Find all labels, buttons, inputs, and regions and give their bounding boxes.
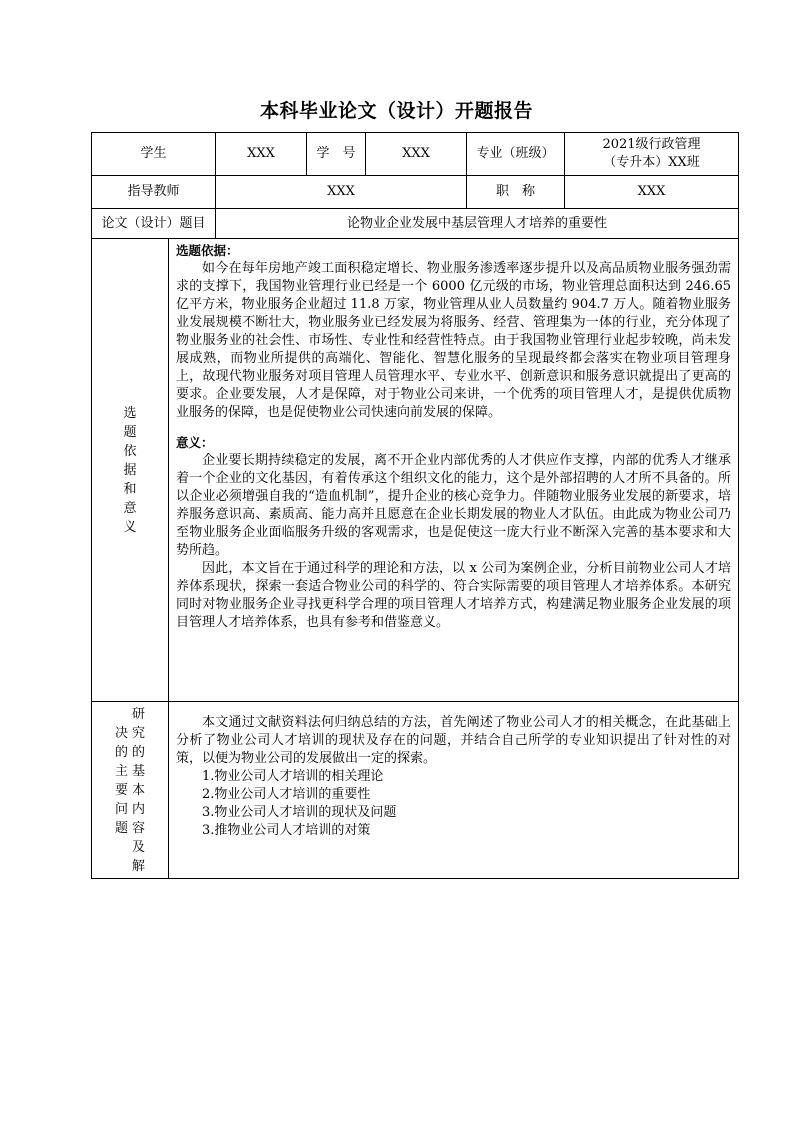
major-value-line1: 2021级行政管理 [602,137,701,152]
advisor-value: XXX [216,176,467,209]
page-title: 本科毕业论文（设计）开题报告 [259,100,533,122]
research-label-char: 及 [132,839,146,855]
research-label-char: 研 [132,706,146,722]
significance-paragraph-2: 因此，本文旨在于通过科学的理论和方法，以 x 公司为案例企业，分析目前物业公司人才培养体系现状，探索一套适合物业公司的科学的、符合实际需要的项目管理人才培养体系。本研究同时对物业服务企业寻找更科学合理的项目管理人才培养方式，构建满足物业服务企业发展的项目管理人才培养体系，也具有参考和借鉴意义。 [176,561,732,630]
major-label: 专业（班级） [467,133,565,176]
research-intro: 本文通过文献资料法何归纳总结的方法，首先阐述了物业公司人才的相关概念，在此基础上分析了物业公司人才培训的现状及存在的问题，并结合自己所学的专业知识提出了针对性的对策，以便为物业公司的发展做出一定的探索。 [176,715,732,766]
research-label-char: 决 [114,725,128,741]
research-label-char: 究 [132,725,146,741]
research-item: 2.物业公司人才培训的重要性 [202,787,371,802]
basis-paragraph-1: 如今在每年房地产竣工面积稳定增长、物业服务渗透率逐步提升以及高品质物业服务强劲需求的支撑下，我国物业管理行业已经是一个 6000 亿元级的市场，物业管理总面积达到 246.65 亿平方米，物业服务企业超过 11.8 万家，物业管理从业人员数量约 904.7 万人。随着物业服务业发展规模不断壮大，物业服务业已经发展为将服务、经营、管理集为一体的行业，充分体现了物业服务业的社会性、市场性、专业性和经营性特点。由于我国物业管理行业起步较晚，尚未发展成熟，而物业所提供的高端化、智能化、智慧化服务的呈现最终都会落实在物业项目管理身上，故现代物业服务对项目管理人员管理水平、专业水平、创新意识和服务意识就提出了更高的要求。企业要发展，人才是保障，对于物业公司来讲，一个优秀的项目管理人才，是提供优质物业服务的保障，也是促使物业公司快速向前发展的保障。 [176,261,732,420]
thesis-title-value: 论物业企业发展中基层管理人才培养的重要性 [216,209,739,239]
row-student-info [92,133,739,176]
topic-basis-content [169,239,739,702]
research-label-char: 本 [132,782,146,798]
research-label-char: 要 [114,782,128,798]
research-item: 3.推物业公司人才培训的对策 [202,823,371,838]
topic-basis-label-char: 意 [123,500,137,516]
research-label-char: 问 [114,801,128,817]
research-content-label [92,702,169,879]
thesis-title-label: 论文（设计）题目 [92,209,216,239]
topic-basis-label-char: 义 [123,519,137,535]
professional-title-value: XXX [565,176,739,209]
advisor-label: 指导教师 [92,176,216,209]
research-label-char: 解 [132,858,146,874]
row-research-content [92,702,739,879]
research-item-list [176,768,731,840]
topic-basis-label-char: 选 [123,405,137,421]
significance-heading: 意义： [176,435,214,450]
research-label-char: 题 [114,820,128,836]
research-label-char: 主 [114,763,128,779]
major-value-line2: （专升本）XX班 [603,155,700,170]
professional-title-label: 职 称 [467,176,565,209]
research-item: 3.物业公司人才培训的现状及问题 [202,805,397,820]
research-label-char: 容 [132,820,146,836]
row-advisor [92,176,739,209]
topic-basis-label-char: 据 [123,462,137,478]
topic-basis-label-char: 和 [123,481,137,497]
row-thesis-title [92,209,739,239]
topic-basis-label-char: 题 [123,424,137,440]
topic-basis-label [92,239,169,702]
research-label-char: 的 [132,744,146,760]
research-label-char: 的 [114,744,128,760]
student-label: 学生 [92,133,216,176]
student-id-label: 学 号 [307,133,366,176]
significance-paragraph-1: 企业要长期持续稳定的发展，离不开企业内部优秀的人才供应作支撑，内部的优秀人才继承着一个企业的文化基因，有着传承这个组织文化的能力，这个是外部招聘的人才所不具备的。所以企业必须增强自我的“造血机制”，提升企业的核心竞争力。伴随物业服务业发展的新要求，培养服务意识高、素质高、能力高并且愿意在企业长期发展的物业人才队伍。由此成为物业公司乃至物业服务企业面临服务升级的客观需求，也是促使这一庞大行业不断深入完善的基本要求和大势所趋。 [176,453,732,558]
basis-heading: 选题依据： [176,243,239,258]
research-label-char: 基 [132,763,146,779]
proposal-form-table [91,132,739,879]
major-value [565,133,739,176]
research-content [169,702,739,879]
student-value: XXX [216,133,307,176]
research-label-char: 内 [132,801,146,817]
row-topic-basis [92,239,739,702]
student-id-value: XXX [366,133,467,176]
research-item: 1.物业公司人才培训的相关理论 [202,769,384,784]
topic-basis-label-char: 依 [123,443,137,459]
